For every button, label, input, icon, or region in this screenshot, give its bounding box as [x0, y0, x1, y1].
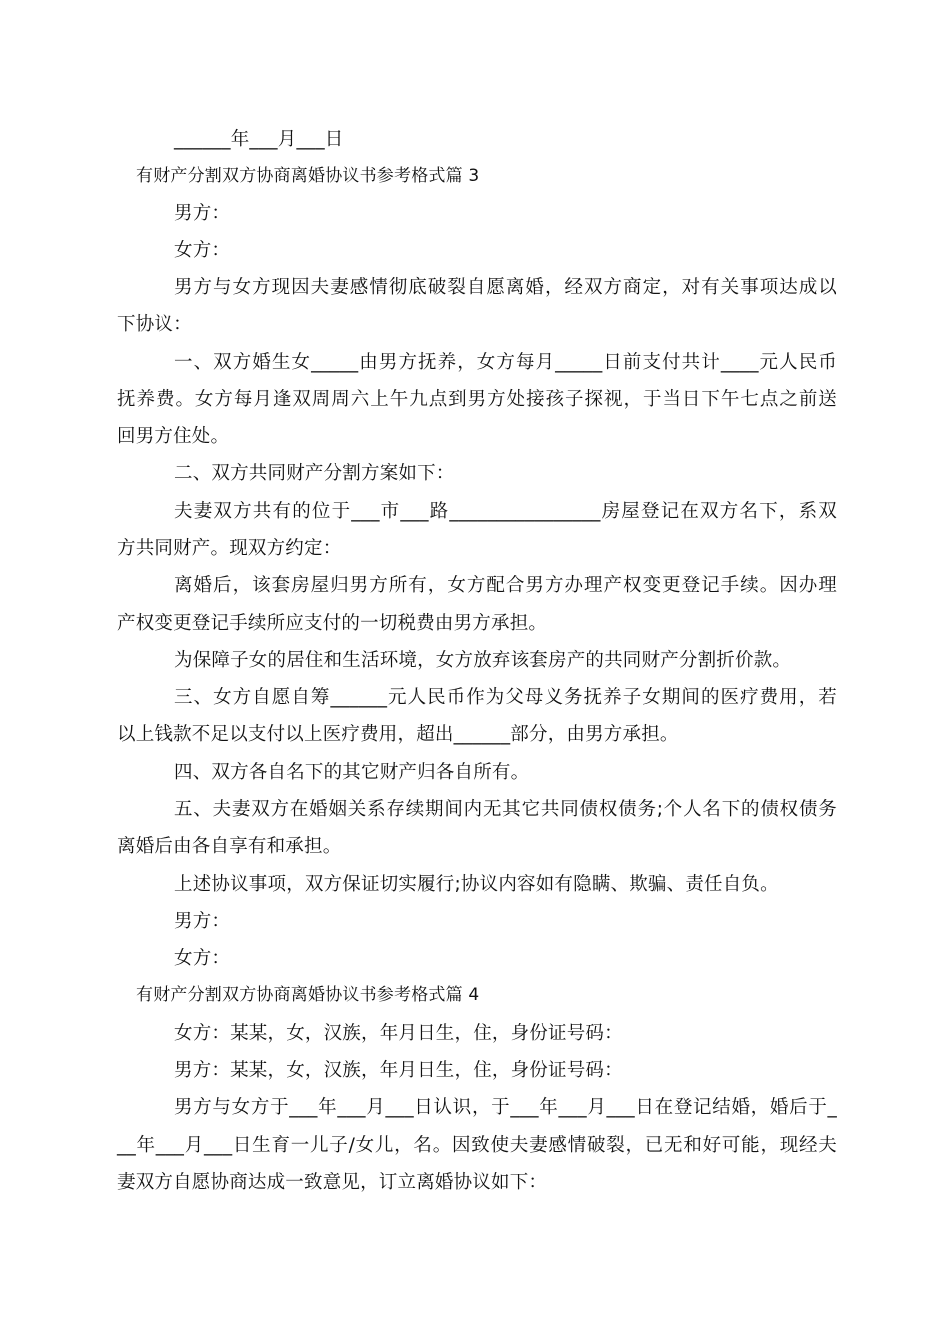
paragraph-line: 产权变更登记手续所应支付的一切税费由男方承担。	[117, 613, 548, 634]
party-female-label: 女方：	[174, 240, 231, 261]
paragraph-line: 三、女方自愿自筹______元人民币作为父母义务抚养子女期间的医疗费用，若	[174, 687, 837, 708]
paragraph-line: 一、双方婚生女_____由男方抚养，女方每月_____日前支付共计____元人民币	[174, 352, 837, 373]
paragraph-line: 妻双方自愿协商达成一致意见，订立离婚协议如下：	[117, 1172, 548, 1193]
paragraph-line: 男方与女方现因夫妻感情彻底破裂自愿离婚，经双方商定，对有关事项达成以	[174, 277, 837, 298]
party-female-info: 女方：某某，女，汉族，年月日生，住，身份证号码：	[174, 1023, 623, 1044]
paragraph-line: 离婚后由各自享有和承担。	[117, 836, 342, 857]
paragraph-line: 下协议：	[117, 314, 192, 335]
paragraph-line: 抚养费。女方每月逢双周周六上午九点到男方处接孩子探视，于当日下午七点之前送	[117, 389, 837, 410]
paragraph-line: 男方与女方于___年___月___日认识，于___年___月___日在登记结婚，婚后于_	[174, 1097, 837, 1118]
paragraph-line: 为保障子女的居住和生活环境，女方放弃该套房产的共同财产分割折价款。	[174, 650, 792, 671]
paragraph-line: 二、双方共同财产分割方案如下：	[174, 463, 455, 484]
paragraph-line: 方共同财产。现双方约定：	[117, 538, 342, 559]
paragraph-line: 四、双方各自名下的其它财产归各自所有。	[174, 762, 530, 783]
paragraph-line: 上述协议事项，双方保证切实履行;协议内容如有隐瞒、欺骗、责任自负。	[174, 874, 779, 895]
date-line: ______年___月___日	[174, 129, 344, 150]
party-male-info: 男方：某某，女，汉族，年月日生，住，身份证号码：	[174, 1060, 623, 1081]
paragraph-line: 夫妻双方共有的位于___市___路________________房屋登记在双方名下，系双	[174, 501, 837, 522]
party-male-label: 男方：	[174, 203, 231, 224]
paragraph-line: 以上钱款不足以支付以上医疗费用，超出______部分，由男方承担。	[117, 724, 679, 745]
party-female-label: 女方：	[174, 948, 231, 969]
section-heading-3: 有财产分割双方协商离婚协议书参考格式篇 3	[136, 166, 480, 186]
party-male-label: 男方：	[174, 911, 231, 932]
paragraph-line: 回男方住处。	[117, 426, 230, 447]
section-heading-4: 有财产分割双方协商离婚协议书参考格式篇 4	[136, 985, 480, 1005]
paragraph-line: 离婚后，该套房屋归男方所有，女方配合男方办理产权变更登记手续。因办理	[174, 575, 837, 596]
paragraph-line: 五、夫妻双方在婚姻关系存续期间内无其它共同债权债务;个人名下的债权债务	[174, 799, 837, 820]
paragraph-line: __年___月___日生育一儿子/女儿，名。因致使夫妻感情破裂，已无和好可能，现经夫	[117, 1135, 837, 1156]
